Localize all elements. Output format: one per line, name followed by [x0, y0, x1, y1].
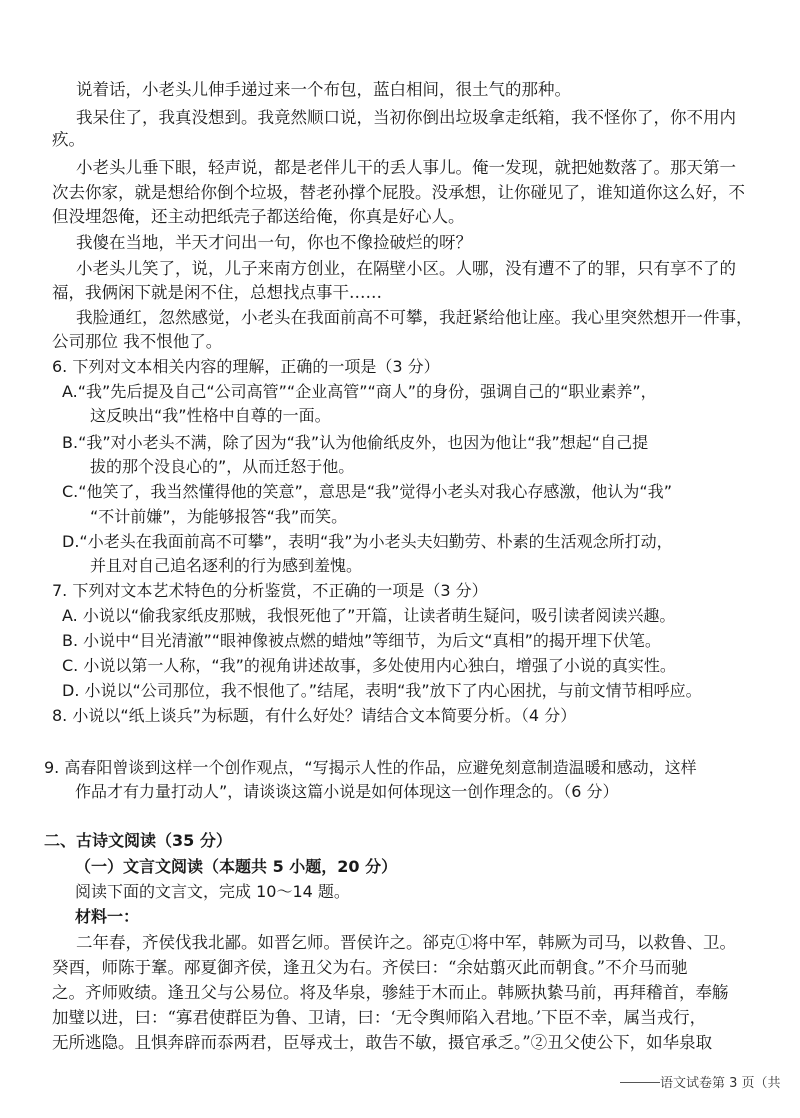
story-paragraph-5-cont: 福，我俩闲下就是闲不住，总想找点事干…… — [52, 283, 382, 302]
story-paragraph-3-cont1: 次去你家，就是想给你倒个垃圾，替老孙撑个屁股。没承想，让你碰见了，谁知道你这么好，不 — [52, 183, 745, 202]
question-7-stem: 7. 下列对文本艺术特色的分析鉴赏，不正确的一项是（3 分） — [52, 581, 488, 600]
classical-text-line-5: 无所逃隐。且惧奔辟而忝两君，臣辱戎士，敢告不敏，摄官承乏。”②丑父使公下，如华泉取 — [52, 1033, 713, 1052]
question-6-option-c-cont: “不计前嫌”，为能够报答“我”而笑。 — [90, 507, 348, 526]
material-one-label: 材料一： — [75, 907, 140, 926]
question-7-option-d: D. 小说以“公司那位，我不恨他了。”结尾，表明“我”放下了内心困扰，与前文情节相呼应。 — [62, 681, 702, 700]
story-paragraph-5: 小老头儿笑了，说，儿子来南方创业，在隔壁小区。人哪，没有遭不了的罪，只有享不了的 — [76, 259, 736, 278]
question-6-option-d: D.“小老头在我面前高不可攀”，表明“我”为小老头夫妇勤劳、朴素的生活观念所打动， — [62, 532, 673, 551]
question-6-option-d-cont: 并且对自己追名逐利的行为感到羞愧。 — [90, 556, 363, 575]
story-paragraph-2-cont: 疚。 — [52, 130, 85, 149]
section-2-subtitle: （一）文言文阅读（本题共 5 小题，20 分） — [75, 857, 398, 876]
story-paragraph-2: 我呆住了，我真没想到。我竟然顺口说，当初你倒出垃圾拿走纸箱，我不怪你了，你不用内 — [76, 108, 736, 127]
footer-page-label: 语文试卷第 3 页（共 — [660, 1076, 781, 1091]
story-paragraph-6: 我脸通红，忽然感觉，小老头在我面前高不可攀，我赶紧给他让座。我心里突然想开一件事， — [76, 308, 753, 327]
footer-rule — [620, 1082, 660, 1083]
story-paragraph-3-cont2: 但没埋怨俺，还主动把纸壳子都送给俺，你真是好心人。 — [52, 207, 465, 226]
question-7-option-a: A. 小说以“偷我家纸皮那贼，我恨死他了”开篇，让读者萌生疑问，吸引读者阅读兴趣。 — [62, 606, 676, 625]
classical-text-line-2: 癸酉，师陈于鞌。邴夏御齐侯，逢丑父为右。齐侯曰：“余姑翦灭此而朝食。”不介马而驰 — [52, 958, 688, 977]
classical-text-line-4: 加璧以进，曰：“寡君使群臣为鲁、卫请，曰：‘无令舆师陷入君地。’下臣不幸，属当戎行， — [52, 1008, 707, 1027]
classical-text-line-3: 之。齐师败绩。逢丑父与公易位。将及华泉，骖絓于木而止。韩厥执絷马前，再拜稽首，奉觞 — [52, 983, 729, 1002]
question-9: 9. 高春阳曾谈到这样一个创作观点，“写揭示人性的作品，应避免刻意制造温暖和感动，这样 — [44, 758, 697, 777]
question-6-option-c: C.“他笑了，我当然懂得他的笑意”，意思是“我”觉得小老头对我心存感激，他认为“我” — [62, 482, 672, 501]
question-6-option-a: A.“我”先后提及自己“公司高管”“企业高管”“商人”的身份，强调自己的“职业素养”， — [62, 382, 657, 401]
question-6-option-b: B.“我”对小老头不满，除了因为“我”认为他偷纸皮外，也因为他让“我”想起“自己提 — [62, 433, 649, 452]
question-6-stem: 6. 下列对文本相关内容的理解，正确的一项是（3 分） — [52, 357, 440, 376]
story-paragraph-3: 小老头儿垂下眼，轻声说，都是老伴儿干的丢人事儿。俺一发现，就把她数落了。那天第一 — [76, 158, 736, 177]
page-footer — [660, 1060, 800, 1100]
story-paragraph-1: 说着话，小老头儿伸手递过来一个布包，蓝白相间，很土气的那种。 — [76, 80, 571, 99]
question-6-option-a-cont: 这反映出“我”性格中自尊的一面。 — [90, 406, 331, 425]
story-paragraph-4: 我傻在当地，半天才问出一句，你也不像捡破烂的呀？ — [76, 233, 472, 252]
section-2-title: 二、古诗文阅读（35 分） — [44, 831, 232, 850]
question-7-option-c: C. 小说以第一人称，“我”的视角讲述故事，多处使用内心独白，增强了小说的真实性。 — [62, 656, 676, 675]
question-7-option-b: B. 小说中“目光清澈”“眼神像被点燃的蜡烛”等细节，为后文“真相”的揭开埋下伏笔。 — [62, 631, 661, 650]
classical-text-line-1: 二年春，齐侯伐我北鄙。如晋乞师。晋侯许之。郤克①将中军，韩厥为司马，以救鲁、卫。 — [76, 933, 736, 952]
question-9-cont: 作品才有力量打动人”，请谈谈这篇小说是如何体现这一创作理念的。（6 分） — [75, 782, 619, 801]
story-paragraph-6-cont: 公司那位 我不恨他了。 — [52, 332, 223, 351]
section-2-instruction: 阅读下面的文言文，完成 10～14 题。 — [75, 882, 350, 901]
question-6-option-b-cont: 拔的那个没良心的”，从而迁怒于他。 — [90, 457, 355, 476]
question-8: 8. 小说以“纸上谈兵”为标题，有什么好处？请结合文本简要分析。（4 分） — [52, 706, 577, 725]
